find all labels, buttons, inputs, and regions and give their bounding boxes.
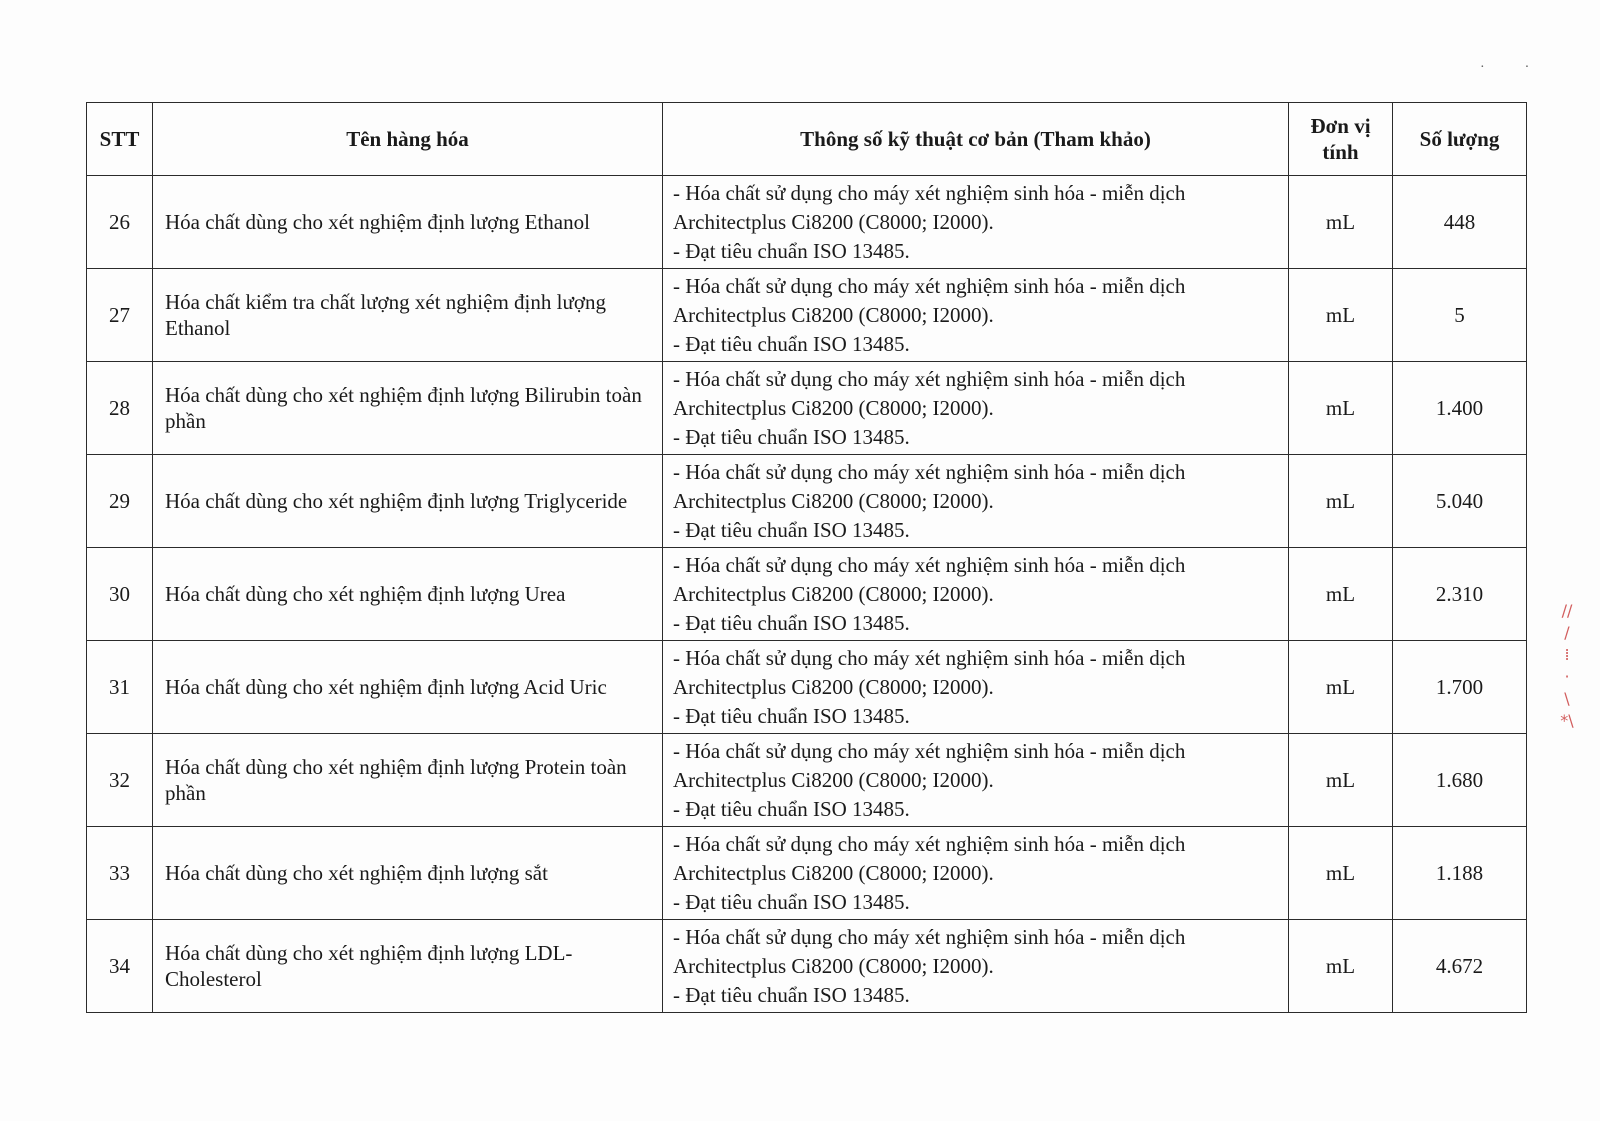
cell-name: Hóa chất dùng cho xét nghiệm định lượng LDL-Cholesterol <box>153 920 663 1013</box>
cell-qty: 5 <box>1393 269 1527 362</box>
header-stt: STT <box>87 103 153 176</box>
cell-stt: 34 <box>87 920 153 1013</box>
spec-line: Architectplus Ci8200 (C8000; I2000). <box>673 488 994 513</box>
cell-name: Hóa chất dùng cho xét nghiệm định lượng Ethanol <box>153 176 663 269</box>
cell-name: Hóa chất dùng cho xét nghiệm định lượng Triglyceride <box>153 455 663 548</box>
cell-unit: mL <box>1289 920 1393 1013</box>
cell-name: Hóa chất kiểm tra chất lượng xét nghiệm định lượng Ethanol <box>153 269 663 362</box>
table-row <box>87 362 1527 455</box>
header-unit: Đơn vị tính <box>1289 103 1393 176</box>
cell-name: Hóa chất dùng cho xét nghiệm định lượng Protein toàn phần <box>153 734 663 827</box>
cell-spec <box>663 176 1289 269</box>
spec-line: - Hóa chất sử dụng cho máy xét nghiệm sinh hóa - miễn dịch <box>673 180 1186 205</box>
cell-name: Hóa chất dùng cho xét nghiệm định lượng Urea <box>153 548 663 641</box>
header-name: Tên hàng hóa <box>153 103 663 176</box>
table-row <box>87 269 1527 362</box>
spec-line: Architectplus Ci8200 (C8000; I2000). <box>673 395 994 420</box>
cell-name: Hóa chất dùng cho xét nghiệm định lượng sắt <box>153 827 663 920</box>
cell-stt: 29 <box>87 455 153 548</box>
cell-unit: mL <box>1289 455 1393 548</box>
cell-name: Hóa chất dùng cho xét nghiệm định lượng Acid Uric <box>153 641 663 734</box>
scan-dots: ·· <box>1480 60 1570 75</box>
table-row <box>87 455 1527 548</box>
cell-spec <box>663 548 1289 641</box>
header-qty: Số lượng <box>1393 103 1527 176</box>
spec-line: Architectplus Ci8200 (C8000; I2000). <box>673 767 994 792</box>
cell-spec <box>663 362 1289 455</box>
spec-line: Architectplus Ci8200 (C8000; I2000). <box>673 209 994 234</box>
cell-unit: mL <box>1289 362 1393 455</box>
cell-unit: mL <box>1289 734 1393 827</box>
spec-line: Architectplus Ci8200 (C8000; I2000). <box>673 860 994 885</box>
spec-line: - Đạt tiêu chuẩn ISO 13485. <box>673 889 910 914</box>
spec-line: - Hóa chất sử dụng cho máy xét nghiệm sinh hóa - miễn dịch <box>673 924 1186 949</box>
cell-spec <box>663 920 1289 1013</box>
spec-line: Architectplus Ci8200 (C8000; I2000). <box>673 302 994 327</box>
cell-unit: mL <box>1289 641 1393 734</box>
cell-qty: 1.400 <box>1393 362 1527 455</box>
cell-qty: 1.700 <box>1393 641 1527 734</box>
cell-unit: mL <box>1289 548 1393 641</box>
spec-line: - Đạt tiêu chuẩn ISO 13485. <box>673 610 910 635</box>
cell-qty: 448 <box>1393 176 1527 269</box>
spec-line: - Hóa chất sử dụng cho máy xét nghiệm sinh hóa - miễn dịch <box>673 831 1186 856</box>
spec-line: - Hóa chất sử dụng cho máy xét nghiệm sinh hóa - miễn dịch <box>673 738 1186 763</box>
cell-unit: mL <box>1289 269 1393 362</box>
table-row <box>87 827 1527 920</box>
goods-spec-table <box>86 102 1527 1013</box>
cell-stt: 28 <box>87 362 153 455</box>
spec-line: - Đạt tiêu chuẩn ISO 13485. <box>673 331 910 356</box>
cell-stt: 31 <box>87 641 153 734</box>
spec-line: - Đạt tiêu chuẩn ISO 13485. <box>673 238 910 263</box>
spec-line: - Hóa chất sử dụng cho máy xét nghiệm sinh hóa - miễn dịch <box>673 645 1186 670</box>
cell-spec <box>663 827 1289 920</box>
cell-unit: mL <box>1289 176 1393 269</box>
cell-spec <box>663 734 1289 827</box>
spec-line: - Đạt tiêu chuẩn ISO 13485. <box>673 703 910 728</box>
cell-spec <box>663 641 1289 734</box>
cell-stt: 33 <box>87 827 153 920</box>
cell-stt: 30 <box>87 548 153 641</box>
spec-line: - Hóa chất sử dụng cho máy xét nghiệm sinh hóa - miễn dịch <box>673 459 1186 484</box>
cell-spec <box>663 269 1289 362</box>
table-row <box>87 176 1527 269</box>
table-body <box>87 176 1527 1013</box>
spec-line: Architectplus Ci8200 (C8000; I2000). <box>673 581 994 606</box>
cell-stt: 26 <box>87 176 153 269</box>
cell-qty: 1.188 <box>1393 827 1527 920</box>
cell-qty: 5.040 <box>1393 455 1527 548</box>
spec-line: - Hóa chất sử dụng cho máy xét nghiệm sinh hóa - miễn dịch <box>673 552 1186 577</box>
spec-line: - Đạt tiêu chuẩn ISO 13485. <box>673 424 910 449</box>
table-row <box>87 920 1527 1013</box>
spec-line: - Đạt tiêu chuẩn ISO 13485. <box>673 982 910 1007</box>
cell-qty: 4.672 <box>1393 920 1527 1013</box>
cell-name: Hóa chất dùng cho xét nghiệm định lượng Bilirubin toàn phần <box>153 362 663 455</box>
table-row <box>87 734 1527 827</box>
spec-line: Architectplus Ci8200 (C8000; I2000). <box>673 953 994 978</box>
spec-line: - Đạt tiêu chuẩn ISO 13485. <box>673 796 910 821</box>
margin-stamp-marks: // / ⁞ · \ *\ <box>1560 601 1574 730</box>
spec-line: Architectplus Ci8200 (C8000; I2000). <box>673 674 994 699</box>
header-spec: Thông số kỹ thuật cơ bản (Tham khảo) <box>663 103 1289 176</box>
table-row <box>87 548 1527 641</box>
cell-unit: mL <box>1289 827 1393 920</box>
table-row <box>87 641 1527 734</box>
spec-line: - Hóa chất sử dụng cho máy xét nghiệm sinh hóa - miễn dịch <box>673 366 1186 391</box>
cell-qty: 1.680 <box>1393 734 1527 827</box>
spec-line: - Hóa chất sử dụng cho máy xét nghiệm sinh hóa - miễn dịch <box>673 273 1186 298</box>
cell-stt: 27 <box>87 269 153 362</box>
cell-spec <box>663 455 1289 548</box>
cell-qty: 2.310 <box>1393 548 1527 641</box>
spec-line: - Đạt tiêu chuẩn ISO 13485. <box>673 517 910 542</box>
table-header-row <box>87 103 1527 176</box>
cell-stt: 32 <box>87 734 153 827</box>
